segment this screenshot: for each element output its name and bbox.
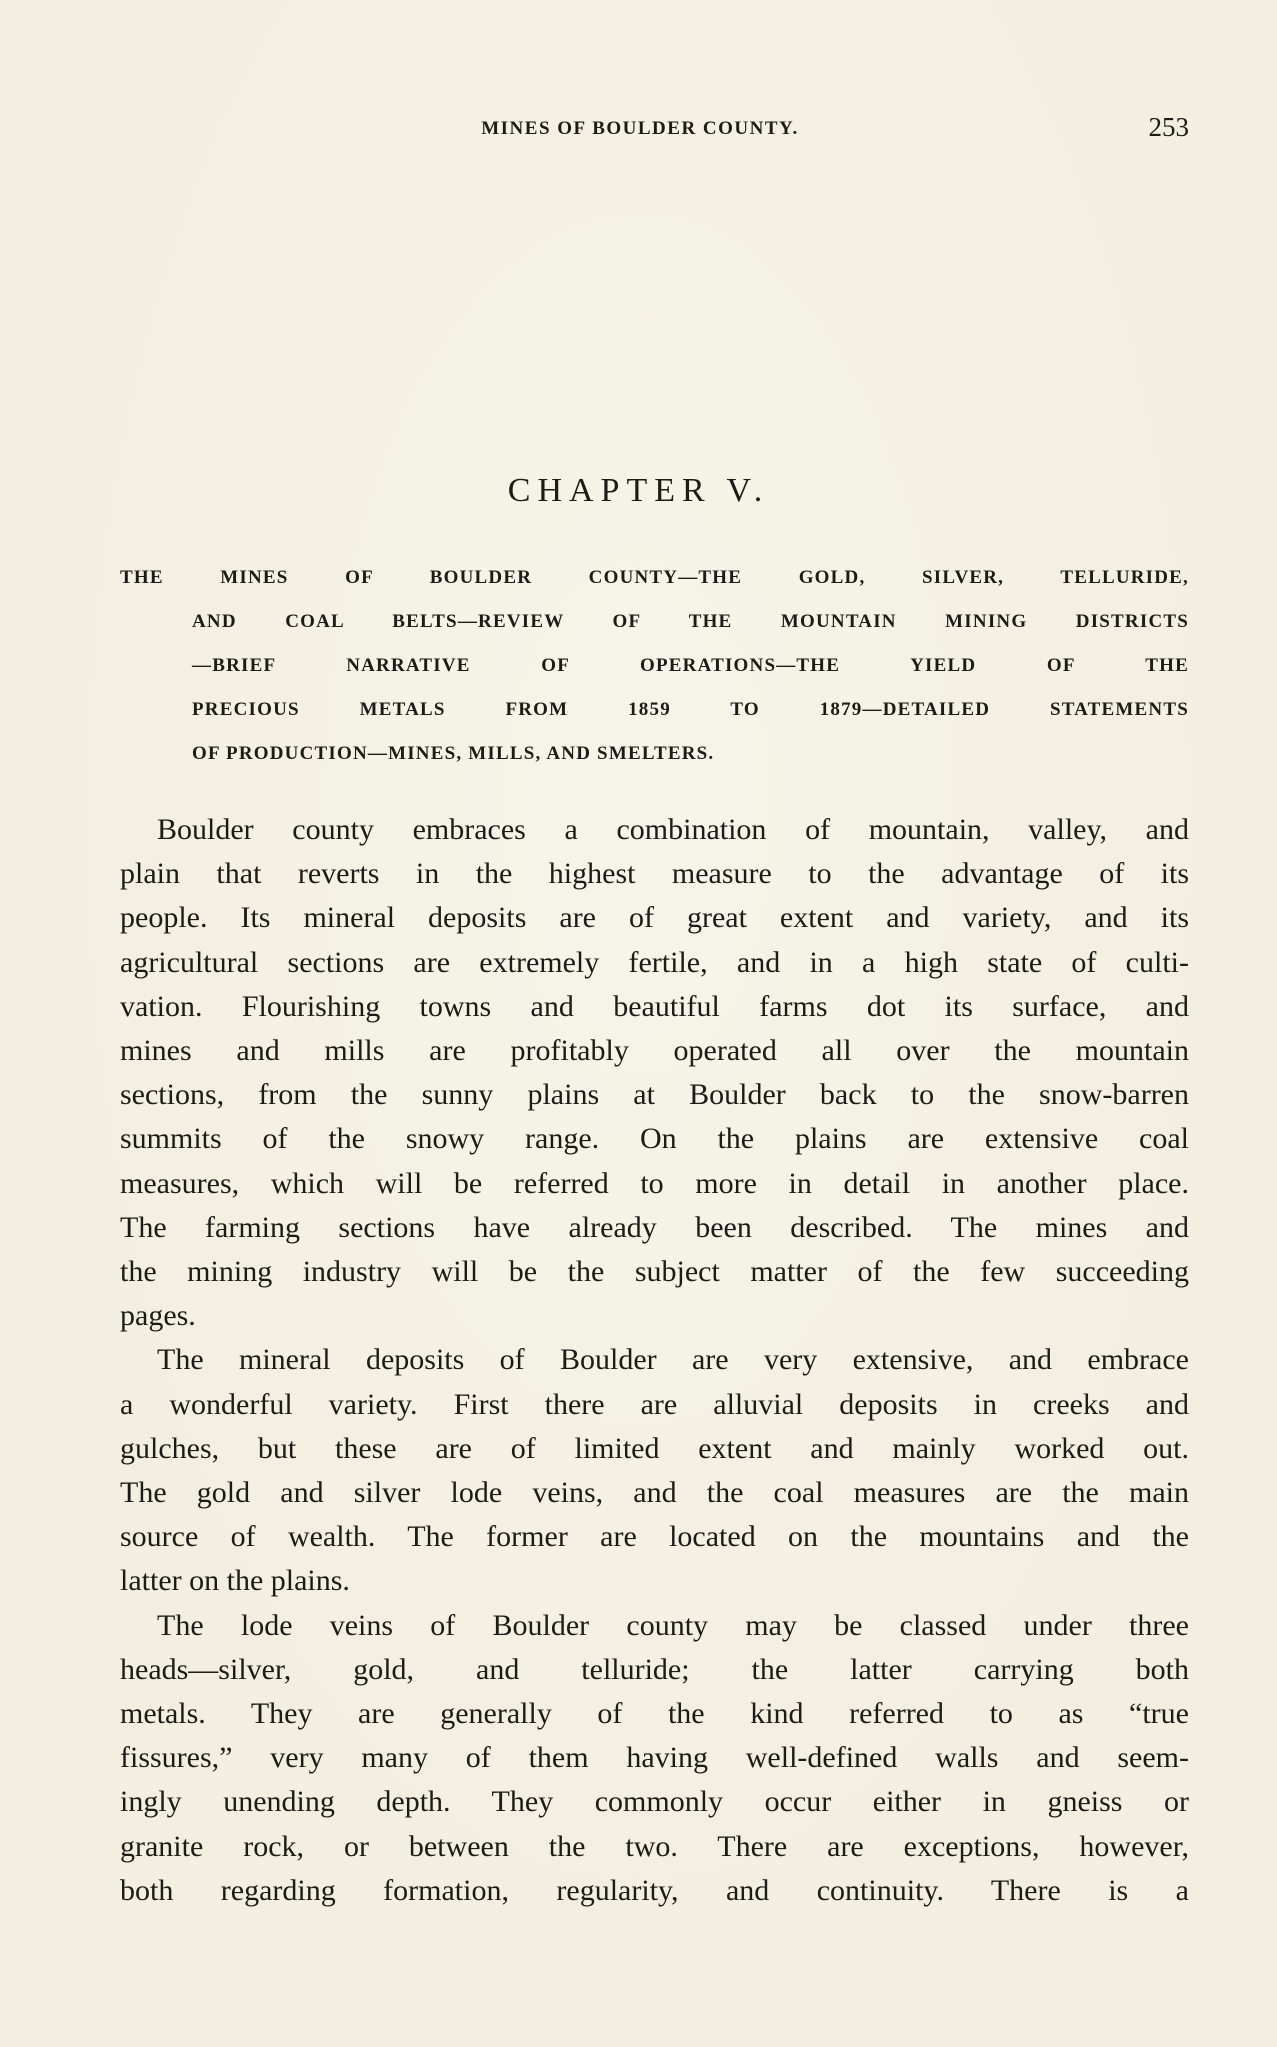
running-title: MINES OF BOULDER COUNTY. [481, 118, 799, 139]
running-head [0, 112, 1277, 148]
text-line: measures, which will be referred to more in detail in another place. [120, 1166, 1189, 1200]
text-line: sections, from the sunny plains at Boulder back to the snow-barren [120, 1078, 1189, 1112]
text-line: agricultural sections are extremely fertile, and in a high state of culti- [120, 945, 1189, 979]
summary-line: OF PRODUCTION—MINES, MILLS, AND SMELTERS. [192, 743, 715, 764]
text-line: The lode veins of Boulder county may be classed under three [157, 1608, 1189, 1642]
text-line: ingly unending depth. They commonly occur either in gneiss or [120, 1785, 1189, 1819]
text-line: summits of the snowy range. On the plains are extensive coal [120, 1122, 1189, 1156]
text-line: heads—silver, gold, and telluride; the latter carrying both [120, 1652, 1189, 1686]
text-line: people. Its mineral deposits are of great extent and variety, and its [120, 901, 1189, 935]
text-line: granite rock, or between the two. There are exceptions, however, [120, 1829, 1189, 1863]
text-line: gulches, but these are of limited extent and mainly worked out. [120, 1431, 1189, 1465]
text-line: plain that reverts in the highest measure to the advantage of its [120, 857, 1189, 891]
chapter-summary [120, 556, 1189, 776]
summary-line: —BRIEF NARRATIVE OF OPERATIONS—THE YIELD OF THE [192, 655, 1189, 676]
text-line: the mining industry will be the subject matter of the few succeeding [120, 1255, 1189, 1289]
text-line: both regarding formation, regularity, and continuity. There is a [120, 1873, 1189, 1907]
body-text [120, 808, 1189, 1913]
text-line: metals. They are generally of the kind referred to as “true [120, 1697, 1189, 1731]
text-line: latter on the plains. [120, 1564, 350, 1598]
page-number: 253 [1148, 112, 1189, 142]
summary-line: AND COAL BELTS—REVIEW OF THE MOUNTAIN MINING DISTRICTS [192, 611, 1189, 632]
text-line: a wonderful variety. First there are alluvial deposits in creeks and [120, 1387, 1189, 1421]
summary-line: PRECIOUS METALS FROM 1859 TO 1879—DETAILED STATEMENTS [192, 699, 1189, 720]
text-line: mines and mills are profitably operated all over the mountain [120, 1034, 1189, 1068]
chapter-title: CHAPTER V. [507, 472, 770, 509]
text-line: pages. [120, 1299, 196, 1333]
summary-line: THE MINES OF BOULDER COUNTY—THE GOLD, SILVER, TELLURIDE, [120, 567, 1189, 588]
text-line: Boulder county embraces a combination of mountain, valley, and [157, 813, 1189, 846]
text-line: fissures,” very many of them having well-defined walls and seem- [120, 1741, 1189, 1775]
text-line: vation. Flourishing towns and beautiful farms dot its surface, and [120, 989, 1189, 1023]
text-line: The gold and silver lode veins, and the coal measures are the main [120, 1476, 1189, 1510]
text-line: source of wealth. The former are located on the mountains and the [120, 1520, 1189, 1554]
text-line: The farming sections have already been described. The mines and [120, 1210, 1189, 1244]
text-line: The mineral deposits of Boulder are very extensive, and embrace [157, 1343, 1189, 1377]
